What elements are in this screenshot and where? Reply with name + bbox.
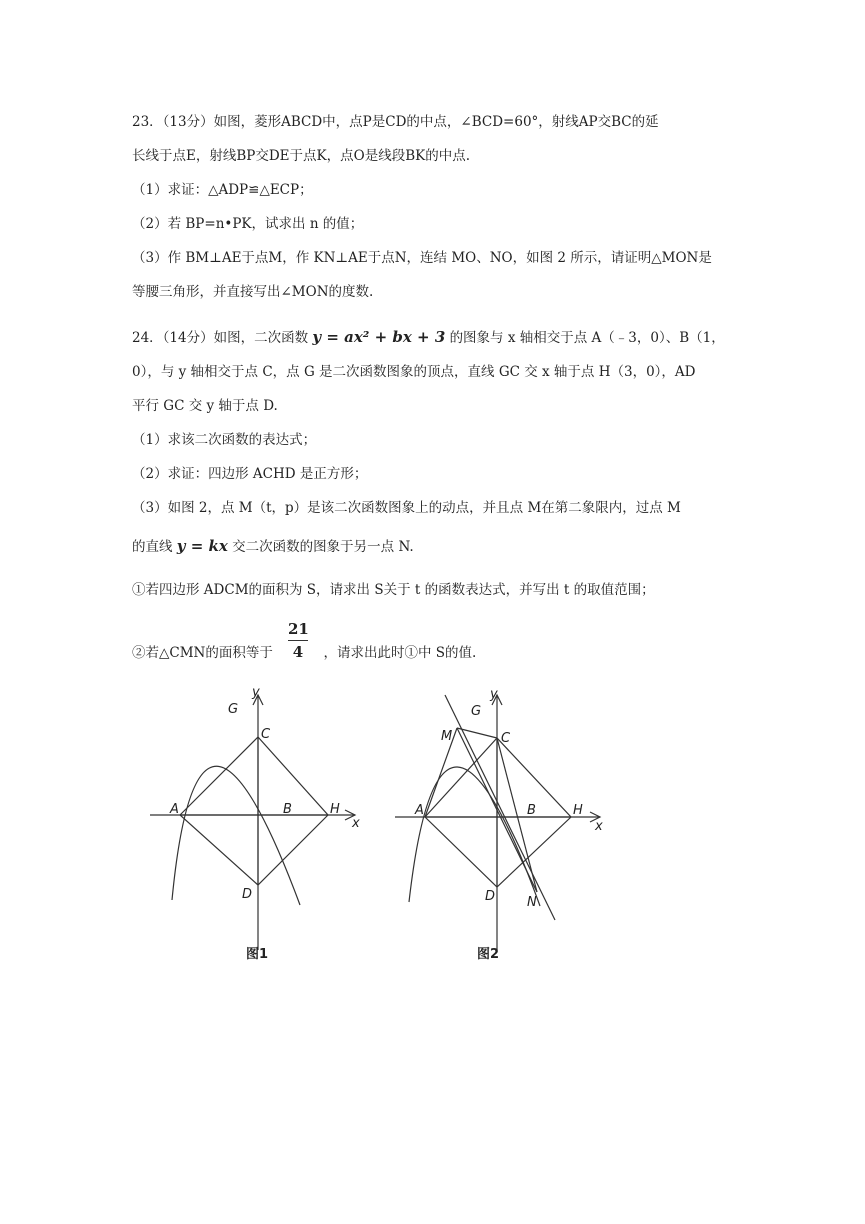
figure1-caption: 图1 — [246, 947, 269, 962]
p23-item3-2: 等腰三角形，并直接写出∠MON的度数. — [132, 284, 374, 300]
label-a: A — [170, 802, 179, 817]
p23-line1: 23．（13分）如图，菱形ABCD中，点P是CD的中点，∠BCD=60°，射线AP交BC的延 — [132, 114, 659, 130]
p24-item1: （1）求该二次函数的表达式； — [132, 432, 317, 448]
label-c: C — [261, 727, 271, 742]
p24-formula-kx: y = kx — [176, 537, 228, 555]
p24-item3-1: （3）如图 2，点 M（t，p）是该二次函数图象上的动点，并且点 M在第二象限内，过点 M — [132, 500, 681, 516]
label-h: H — [330, 802, 340, 817]
p24-sub2-a: ②若△CMN的面积等于 — [132, 645, 273, 661]
label-x: x — [595, 819, 603, 834]
p24-line2: 0），与 y 轴相交于点 C，点 G 是二次函数图象的顶点，直线 GC 交 x 轴于点 H（3，0），AD — [132, 364, 696, 380]
p24-line3: 平行 GC 交 y 轴于点 D. — [132, 398, 278, 414]
p24-item2: （2）求证：四边形 ACHD 是正方形； — [132, 466, 368, 482]
p24-line1-b: 的图象与 x 轴相交于点 A（﹣3，0）、B（1， — [449, 330, 725, 346]
p24-line1-a: 24．（14分）如图，二次函数 — [132, 330, 309, 346]
parabola — [172, 766, 300, 905]
fraction-21-4 — [288, 620, 308, 661]
p23-item3-1: （3）作 BM⊥AE于点M，作 KN⊥AE于点N，连结 MO、NO，如图 2 所示，请证明△MON是 — [132, 250, 712, 266]
label-d: D — [242, 887, 253, 902]
label-a: A — [415, 803, 424, 818]
p23-item2: （2）若 BP=n•PK，试求出 n 的值； — [132, 216, 364, 232]
label-g: G — [228, 702, 239, 717]
label-g: G — [471, 704, 482, 719]
square-achd — [180, 737, 328, 885]
figure-1 — [140, 680, 380, 970]
p24-item3-2b: 交二次函数的图象于另一点 N. — [232, 539, 414, 555]
p24-line1 — [132, 327, 725, 348]
fraction-denominator: 4 — [292, 643, 304, 661]
parabola — [409, 767, 540, 906]
label-c: C — [501, 731, 511, 746]
label-b: B — [283, 802, 292, 817]
p24-sub2-b: ，请求出此时①中 S的值. — [323, 645, 477, 661]
label-y: y — [490, 687, 498, 702]
label-d: D — [485, 889, 496, 904]
label-h: H — [573, 803, 583, 818]
figure2-caption: 图2 — [477, 947, 500, 962]
p24-sub1: ①若四边形 ADCM的面积为 S，请求出 S关于 t 的函数表达式，并写出 t 的取值范围； — [132, 582, 655, 598]
label-m: M — [441, 729, 453, 744]
p24-item3-2a: 的直线 — [132, 539, 173, 555]
p24-item3-2 — [132, 536, 414, 557]
p23-line2: 长线于点E，射线BP交DE于点K，点O是线段BK的中点. — [132, 148, 470, 164]
label-n: N — [527, 895, 537, 910]
figure-2 — [385, 680, 625, 970]
p23-item1: （1）求证：△ADP≌△ECP； — [132, 182, 313, 198]
fraction-numerator: 21 — [288, 620, 309, 638]
p24-formula-y: y = ax² + bx + 3 — [312, 328, 446, 346]
label-b: B — [527, 803, 536, 818]
label-y: y — [252, 685, 260, 700]
label-x: x — [352, 816, 360, 831]
